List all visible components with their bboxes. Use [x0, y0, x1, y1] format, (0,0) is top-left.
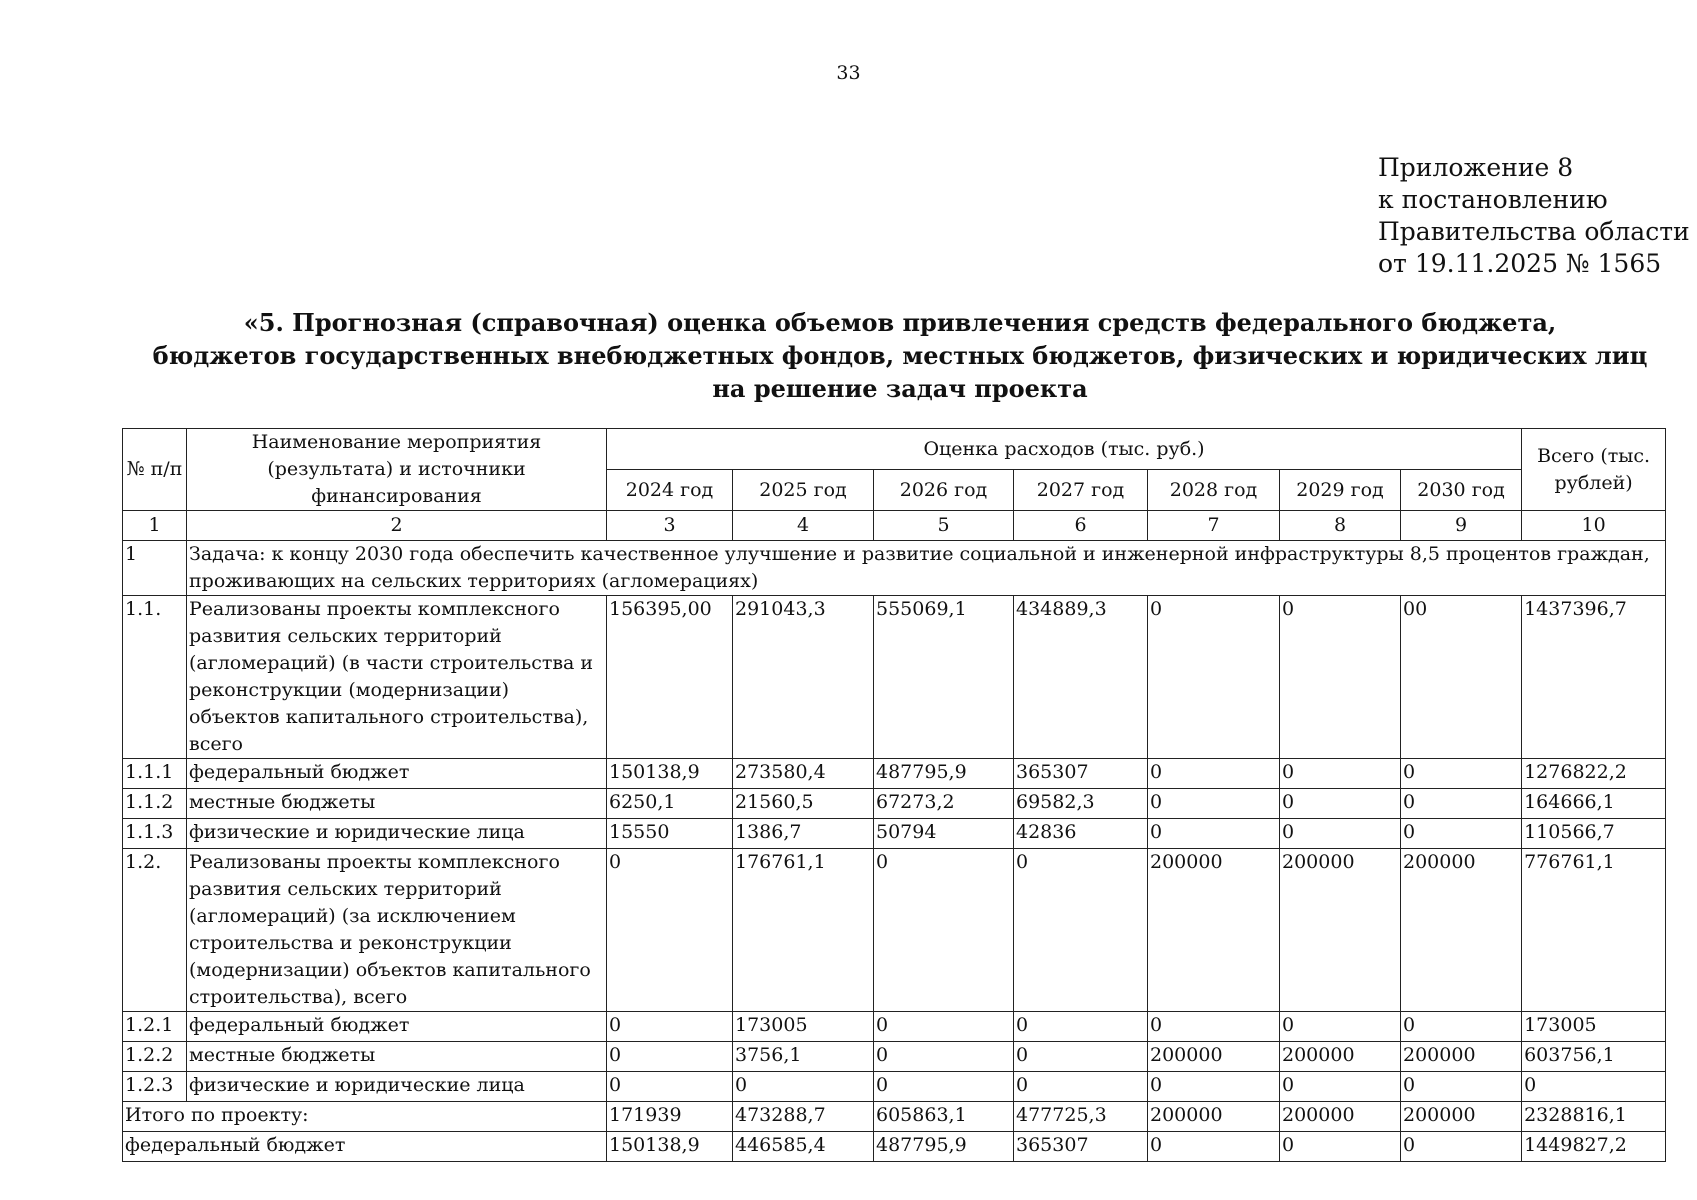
- title-line: на решение задач проекта: [712, 374, 1088, 403]
- row-name: физические и юридические лица: [187, 1072, 607, 1102]
- budget-table: [122, 428, 1666, 1162]
- column-number: 5: [874, 511, 1014, 541]
- row-name: Реализованы проекты комплексного развития сельских территорий (агломераций) (в части строительства и реконструкции (модернизации) объектов капитального строительства), всего: [187, 596, 607, 759]
- row-value: 200000: [1280, 849, 1401, 1012]
- totals-label: федеральный бюджет: [123, 1132, 607, 1162]
- row-value: 0: [1280, 1012, 1401, 1042]
- row-value: 0: [874, 1042, 1014, 1072]
- appendix-line: от 19.11.2025 № 1565: [1378, 249, 1662, 278]
- column-number: 9: [1401, 511, 1522, 541]
- row-num: 1.2.1: [123, 1012, 187, 1042]
- header-year: 2030 год: [1401, 470, 1522, 511]
- header-estimate: Оценка расходов (тыс. руб.): [607, 429, 1522, 470]
- title-line: «5. Прогнозная (справочная) оценка объемов привлечения средств федерального бюджета,: [243, 308, 1557, 337]
- row-value: 776761,1: [1522, 849, 1666, 1012]
- column-number: 2: [187, 511, 607, 541]
- appendix-line: Приложение 8: [1378, 153, 1574, 182]
- row-name: местные бюджеты: [187, 789, 607, 819]
- totals-value: 0: [1148, 1132, 1280, 1162]
- row-num: 1.2.2: [123, 1042, 187, 1072]
- row-value: 1437396,7: [1522, 596, 1666, 759]
- totals-label: Итого по проекту:: [123, 1102, 607, 1132]
- row-num: 1.1.1: [123, 759, 187, 789]
- row-value: 0: [1280, 789, 1401, 819]
- row-value: 164666,1: [1522, 789, 1666, 819]
- totals-value: 171939: [607, 1102, 733, 1132]
- column-number: 6: [1014, 511, 1148, 541]
- row-value: 15550: [607, 819, 733, 849]
- row-value: 0: [1280, 759, 1401, 789]
- totals-value: 605863,1: [874, 1102, 1014, 1132]
- column-number: 10: [1522, 511, 1666, 541]
- table-row: [123, 759, 1666, 789]
- row-value: 200000: [1401, 849, 1522, 1012]
- page-number: 33: [836, 62, 861, 84]
- row-value: 50794: [874, 819, 1014, 849]
- row-value: 0: [1014, 1012, 1148, 1042]
- header-year: 2026 год: [874, 470, 1014, 511]
- row-name: местные бюджеты: [187, 1042, 607, 1072]
- table-row: [123, 789, 1666, 819]
- totals-value: 0: [1280, 1132, 1401, 1162]
- column-number: 8: [1280, 511, 1401, 541]
- row-value: 150138,9: [607, 759, 733, 789]
- row-num: 1.1.3: [123, 819, 187, 849]
- column-number: 7: [1148, 511, 1280, 541]
- row-value: 0: [1522, 1072, 1666, 1102]
- row-value: 0: [1148, 819, 1280, 849]
- row-value: 0: [1148, 596, 1280, 759]
- totals-row: [123, 1132, 1666, 1162]
- row-num: 1.2.3: [123, 1072, 187, 1102]
- row-value: 6250,1: [607, 789, 733, 819]
- row-value: 110566,7: [1522, 819, 1666, 849]
- table-row: [123, 819, 1666, 849]
- row-num: 1.1.2: [123, 789, 187, 819]
- header-year: 2029 год: [1280, 470, 1401, 511]
- row-num: 1.1.: [123, 596, 187, 759]
- header-num: № п/п: [123, 429, 187, 511]
- row-value: 1386,7: [733, 819, 874, 849]
- header-year: 2027 год: [1014, 470, 1148, 511]
- table-row: [123, 1072, 1666, 1102]
- row-value: 1276822,2: [1522, 759, 1666, 789]
- column-numbers-row: [123, 511, 1666, 541]
- row-value: 0: [1401, 819, 1522, 849]
- row-value: 69582,3: [1014, 789, 1148, 819]
- row-name: физические и юридические лица: [187, 819, 607, 849]
- row-value: 0: [1148, 789, 1280, 819]
- row-num: 1.2.: [123, 849, 187, 1012]
- appendix-line: Правительства области: [1378, 217, 1690, 246]
- row-value: 176761,1: [733, 849, 874, 1012]
- column-number: 1: [123, 511, 187, 541]
- totals-value: 1449827,2: [1522, 1132, 1666, 1162]
- row-value: 555069,1: [874, 596, 1014, 759]
- row-value: 173005: [1522, 1012, 1666, 1042]
- totals-value: 365307: [1014, 1132, 1148, 1162]
- header-year: 2025 год: [733, 470, 874, 511]
- row-value: 0: [1280, 596, 1401, 759]
- row-value: 434889,3: [1014, 596, 1148, 759]
- row-value: 0: [1014, 1072, 1148, 1102]
- table-row: [123, 1042, 1666, 1072]
- row-value: 0: [874, 849, 1014, 1012]
- appendix-note: [1378, 152, 1690, 280]
- totals-value: 473288,7: [733, 1102, 874, 1132]
- row-value: 200000: [1401, 1042, 1522, 1072]
- task-row: [123, 541, 1666, 596]
- row-value: 0: [1148, 1012, 1280, 1042]
- table-row: [123, 1012, 1666, 1042]
- table-row: [123, 596, 1666, 759]
- totals-value: 2328816,1: [1522, 1102, 1666, 1132]
- row-value: 487795,9: [874, 759, 1014, 789]
- totals-value: 200000: [1148, 1102, 1280, 1132]
- task-num: 1: [123, 541, 187, 596]
- row-value: 0: [1014, 1042, 1148, 1072]
- row-value: 67273,2: [874, 789, 1014, 819]
- row-value: 0: [733, 1072, 874, 1102]
- totals-value: 477725,3: [1014, 1102, 1148, 1132]
- row-value: 0: [1148, 759, 1280, 789]
- row-value: 0: [607, 849, 733, 1012]
- row-name: федеральный бюджет: [187, 759, 607, 789]
- header-year: 2024 год: [607, 470, 733, 511]
- row-value: 0: [1280, 819, 1401, 849]
- totals-value: 487795,9: [874, 1132, 1014, 1162]
- row-value: 00: [1401, 596, 1522, 759]
- row-value: 365307: [1014, 759, 1148, 789]
- row-value: 0: [607, 1012, 733, 1042]
- row-value: 42836: [1014, 819, 1148, 849]
- row-value: 0: [1401, 1072, 1522, 1102]
- totals-value: 446585,4: [733, 1132, 874, 1162]
- document-title: [100, 306, 1697, 405]
- column-number: 4: [733, 511, 874, 541]
- row-value: 0: [1280, 1072, 1401, 1102]
- row-value: 0: [607, 1042, 733, 1072]
- row-name: Реализованы проекты комплексного развития сельских территорий (агломераций) (за исключением строительства и реконструкции (модернизации) объектов капитального строительства), всего: [187, 849, 607, 1012]
- totals-value: 200000: [1401, 1102, 1522, 1132]
- row-value: 0: [874, 1072, 1014, 1102]
- row-value: 0: [1401, 1012, 1522, 1042]
- row-value: 21560,5: [733, 789, 874, 819]
- row-value: 0: [1401, 759, 1522, 789]
- row-value: 0: [607, 1072, 733, 1102]
- row-value: 0: [1401, 789, 1522, 819]
- task-text: Задача: к концу 2030 года обеспечить качественное улучшение и развитие социальной и инженерной инфраструктуры 8,5 процентов граждан, проживающих на сельских территориях (агломерациях): [187, 541, 1666, 596]
- column-number: 3: [607, 511, 733, 541]
- totals-value: 0: [1401, 1132, 1522, 1162]
- row-value: 291043,3: [733, 596, 874, 759]
- totals-row: [123, 1102, 1666, 1132]
- table-row: [123, 849, 1666, 1012]
- totals-value: 200000: [1280, 1102, 1401, 1132]
- row-value: 273580,4: [733, 759, 874, 789]
- row-value: 200000: [1280, 1042, 1401, 1072]
- totals-value: 150138,9: [607, 1132, 733, 1162]
- row-value: 200000: [1148, 849, 1280, 1012]
- row-name: федеральный бюджет: [187, 1012, 607, 1042]
- header-total: Всего (тыс. рублей): [1522, 429, 1666, 511]
- header-name: Наименование мероприятия (результата) и источники финансирования: [187, 429, 607, 511]
- row-value: 200000: [1148, 1042, 1280, 1072]
- row-value: 156395,00: [607, 596, 733, 759]
- row-value: 0: [1014, 849, 1148, 1012]
- row-value: 173005: [733, 1012, 874, 1042]
- row-value: 3756,1: [733, 1042, 874, 1072]
- appendix-line: к постановлению: [1378, 185, 1608, 214]
- row-value: 0: [874, 1012, 1014, 1042]
- header-year: 2028 год: [1148, 470, 1280, 511]
- row-value: 603756,1: [1522, 1042, 1666, 1072]
- row-value: 0: [1148, 1072, 1280, 1102]
- title-line: бюджетов государственных внебюджетных фондов, местных бюджетов, физических и юридических лиц: [152, 341, 1648, 370]
